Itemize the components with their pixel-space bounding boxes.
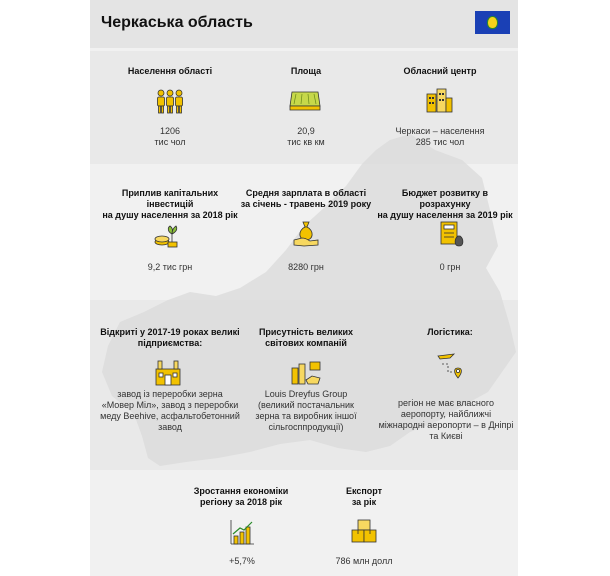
stat-heading: Приплив капітальних інвестицій на душу населення за 2018 рік: [102, 188, 238, 220]
stat-heading: Обласний центр: [403, 66, 477, 76]
stat-value: Черкаси – населення 285 тис чол: [395, 126, 485, 147]
stat-center: [380, 66, 500, 77]
export-boxes-icon: [350, 518, 378, 548]
stat-heading: Бюджет розвитку в розрахунку на душу населення за 2019 рік: [377, 188, 513, 220]
stat-investment-value: [120, 262, 220, 273]
coat-of-arms-icon: [487, 16, 498, 29]
stat-logistics: [400, 327, 500, 338]
stat-heading: Площа: [290, 66, 322, 76]
stat-heading: Відкриті у 2017-19 роках великі підприємства:: [100, 327, 240, 348]
stat-value: 9,2 тис грн: [147, 262, 193, 272]
stat-budget: [376, 188, 514, 221]
stat-value: Louis Dreyfus Group (великий постачальник зерна та виробник іншої сільгосппродукції): [255, 389, 357, 432]
stat-value: 0 грн: [439, 262, 461, 272]
stat-value: +5,7%: [229, 556, 255, 566]
stat-enterprises-value: [86, 389, 254, 433]
region-flag-icon: [475, 11, 510, 34]
stat-growth: [186, 486, 296, 508]
partnership-icon: [290, 360, 322, 386]
city-icon: [424, 86, 454, 114]
factory-icon: [154, 359, 182, 387]
stat-heading: Логістика:: [427, 327, 473, 337]
logistics-icon: [436, 350, 466, 380]
stat-value: 786 млн долл: [335, 556, 393, 566]
stat-population-value: [120, 126, 220, 148]
stat-value: завод із переробки зерна «Мовер Міл», завод з переробки меду Beehive, асфальтобетонний завод: [100, 389, 240, 432]
stat-heading: Населення області: [127, 66, 213, 76]
stat-investment: [98, 188, 242, 221]
stat-logistics-value: [376, 398, 516, 442]
field-icon: [288, 88, 322, 112]
stat-heading: Присутність великих світових компаній: [258, 327, 354, 348]
stat-companies-value: [250, 389, 362, 433]
stat-export: [334, 486, 394, 508]
page-title: Черкаська область: [101, 14, 253, 31]
stat-heading: Експорт за рік: [345, 486, 383, 507]
stat-export-value: [324, 556, 404, 567]
stat-companies: [250, 327, 362, 349]
stat-value: регіон не має власного аеропорту, найближчі міжнародні аеропорти – в Дніпрі та Києві: [378, 398, 514, 441]
stat-value: 1206 тис чол: [154, 126, 186, 147]
stat-heading: Средня зарплата в області за січень - травень 2019 року: [240, 188, 372, 209]
stat-growth-value: [204, 556, 280, 567]
stat-population: [100, 66, 240, 77]
stat-enterprises: [96, 327, 244, 349]
stat-heading: Зростання економіки регіону за 2018 рік: [193, 486, 289, 507]
stat-center-value: [380, 126, 500, 148]
stat-value: 20,9 тис кв км: [287, 126, 325, 147]
stat-area: [246, 66, 366, 77]
stat-value: 8280 грн: [288, 262, 324, 272]
investment-icon: [154, 220, 182, 248]
money-bag-icon: [292, 218, 320, 248]
stat-budget-value: [400, 262, 500, 273]
stat-salary-value: [256, 262, 356, 273]
budget-icon: [438, 220, 466, 248]
growth-chart-icon: [228, 518, 256, 546]
stat-area-value: [256, 126, 356, 148]
stat-salary: [240, 188, 372, 210]
people-icon: [155, 88, 185, 114]
